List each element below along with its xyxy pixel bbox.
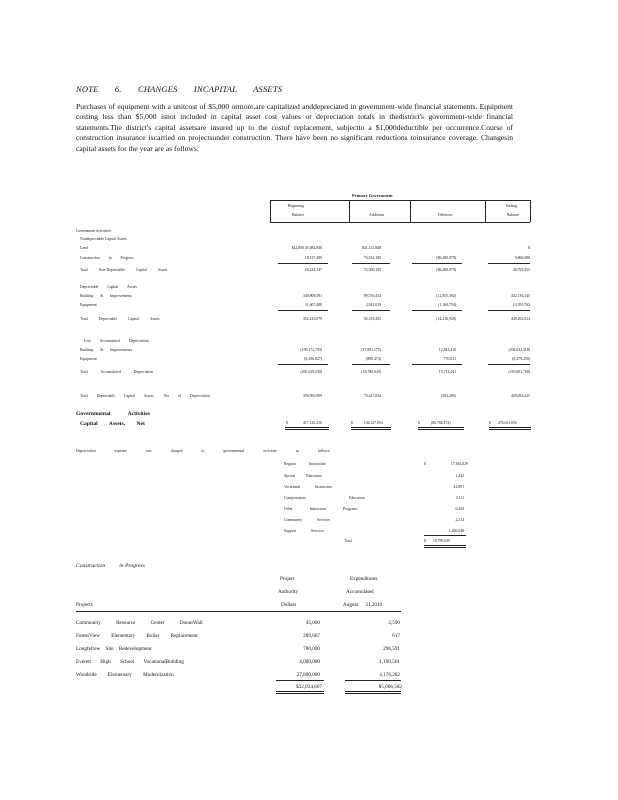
note-title: NOTE 6. CHANGES INCAPITAL ASSETS bbox=[76, 84, 283, 94]
dep-item-2-label: Vocational Instruction bbox=[284, 485, 332, 489]
row-tot-nondep-add: 72,300,185 bbox=[363, 268, 381, 272]
row-bldg-add: 89,376,454 bbox=[363, 294, 381, 298]
row-tot-dep-add: 92,318,483 bbox=[363, 317, 381, 321]
dep-item-1-value: 1,442 bbox=[455, 474, 464, 478]
cip-row-1-name: ForestView Elementary Boiler Replacement bbox=[76, 633, 198, 639]
cip-row-3-auth: 4,000,000 bbox=[299, 659, 320, 665]
row-tot-ad-del: 13,713,441 bbox=[438, 370, 456, 374]
row-tot-ad-begin: (205,529,530) bbox=[300, 370, 322, 374]
cip-title bbox=[76, 563, 145, 569]
row-equip-add: 2,942,029 bbox=[365, 303, 381, 307]
col-additions: Additions bbox=[369, 213, 384, 217]
dep-item-5-value: 2,214 bbox=[455, 518, 464, 522]
row-tot-dep-net-del: (503,285) bbox=[441, 394, 456, 398]
row-tot-ad-end: (210,601,769) bbox=[508, 370, 530, 374]
cip-row-0-auth: 45,000 bbox=[305, 620, 320, 626]
dep-item-4-value: 6,304 bbox=[455, 507, 464, 511]
row-equip-begin: 11,607,488 bbox=[305, 303, 322, 307]
row-tot-dep-begin: 352,416,079 bbox=[303, 317, 322, 321]
dep-item-3-label: Compensatory Education bbox=[284, 496, 365, 500]
cip-col2-h1: Expenditures bbox=[350, 576, 378, 582]
cip-row-0-exp: 2,590 bbox=[388, 620, 400, 626]
row-tot-dep-del: (14,216,926) bbox=[436, 317, 456, 321]
dep-item-2-value: 42,891 bbox=[453, 485, 464, 489]
row-tot-dep-end: 449,492,024 bbox=[511, 317, 530, 321]
cip-projects-label: Projects bbox=[76, 602, 93, 608]
row-cip-begin: 18,137,499 bbox=[304, 256, 322, 260]
row-bldg-ad-add: (17,891,175) bbox=[361, 348, 381, 352]
col-ending-1: Ending bbox=[506, 204, 517, 208]
row-cip-add: 73,512,185 bbox=[363, 256, 381, 260]
dep-total-label: Total bbox=[344, 539, 352, 543]
cip-col1-h3: Dollars bbox=[281, 602, 297, 608]
cip-col2-h2: Accumulated bbox=[346, 589, 374, 595]
row-tot-dep-net-end: 429,833,225 bbox=[511, 394, 530, 398]
gov-activities-label: Government Activities: bbox=[76, 229, 112, 233]
row-bldg-begin: 340,808,591 bbox=[303, 294, 322, 298]
net-add: $ 146,327,904 bbox=[351, 421, 383, 425]
col-beginning-1: Beginning bbox=[288, 204, 304, 208]
cip-row-2-name: Longfellow Site Redevelopment bbox=[76, 646, 152, 652]
cip-row-1-auth: 209,667 bbox=[303, 633, 320, 639]
primary-government-header: Primary Government bbox=[352, 193, 393, 198]
row-cip-end: 5,866,580 bbox=[514, 256, 530, 260]
row-tot-dep-net-add: 73,427,834 bbox=[363, 394, 381, 398]
row-land-add: $41,131,848 bbox=[362, 246, 381, 250]
row-cip-del: (86,280,879) bbox=[436, 256, 456, 260]
row-tot-nondep-label: Total Non-Depreciable Capital Assets bbox=[80, 268, 168, 272]
cip-row-4-name: Woodside Elementary Modernization bbox=[76, 672, 174, 678]
less-accum-label: Less Accumulated Depreciation bbox=[84, 339, 149, 343]
col-ending-2: Balance bbox=[507, 213, 520, 217]
row-tot-dep-net-begin: 356,965,909 bbox=[303, 394, 322, 398]
cip-row-2-exp: 296,591 bbox=[383, 646, 400, 652]
row-tot-ad-label: Total Accumulated Depreciation bbox=[80, 370, 154, 374]
cip-row-3-name: Everett High School VocationalBuilding bbox=[76, 659, 184, 665]
dep-item-4-label: Other Instruction Programs bbox=[284, 507, 358, 511]
row-equip-ad-label: Equipment bbox=[80, 357, 97, 361]
row-equip-ad-add: (888,474) bbox=[366, 357, 381, 361]
row-tot-nondep-begin: 60,224,347 bbox=[304, 268, 322, 272]
col-beginning-2: Balance bbox=[292, 213, 305, 217]
row-bldg-label: Building & Improvements bbox=[80, 294, 133, 298]
cip-row-3-exp: 1,190,501 bbox=[379, 659, 400, 665]
row-tot-dep-net-label: Total Depreciable Capital Assets, Net of Depreciation bbox=[80, 394, 210, 398]
row-bldg-ad-del: 12,843,410 bbox=[438, 348, 456, 352]
nondepreciable-label: Nondepreciable Capital Assets bbox=[80, 237, 127, 241]
row-cip-label: Construction in Progress bbox=[80, 256, 134, 260]
net-label-1: Governmental Activities bbox=[76, 411, 150, 417]
dep-total-value: $ 18,780,649 bbox=[424, 539, 450, 543]
row-land-begin: $42,000 41,084,848 bbox=[291, 246, 322, 250]
row-bldg-del: (12,855,392) bbox=[436, 294, 456, 298]
row-equip-ad-begin: (6,356,827) bbox=[304, 357, 322, 361]
row-tot-dep-label: Total Depreciable Capital Assets bbox=[80, 317, 160, 321]
cip-title-2: in Progress bbox=[119, 563, 145, 569]
row-tot-nondep-end: 46,795,455 bbox=[512, 268, 530, 272]
row-equip-ad-del: 770,031 bbox=[443, 357, 456, 361]
row-equip-label: Equipment bbox=[80, 303, 97, 307]
cip-col1-h1: Project bbox=[280, 576, 295, 582]
row-equip-end: 13,391,763 bbox=[512, 303, 530, 307]
cip-title-1: Construction bbox=[76, 563, 106, 569]
cip-row-4-exp: 4,176,282 bbox=[379, 672, 400, 678]
intro-paragraph: Purchases of equipment with a unitcost of $5,000 ormore,are capitalized anddepreciated in government-wide financial statements. Equipment costing less than $5,000 isnot included in capital asset cost values or depreciation totals in thedistrict's government-wide financial statements.The district's capital assetsare insured up to the costof replacement, subjectto a $1,000deductible per occurrence.Course of construction insurance iscarried on projectsunder construction. There have been no significant reductions toinsurance coverage. Changesin capital assets for the year are as follows: bbox=[76, 102, 513, 153]
dep-item-0-value: $ 17,464,829 bbox=[424, 462, 468, 466]
net-del: $ (86,784,474) bbox=[418, 421, 451, 425]
row-bldg-ad-end: (204,032,318) bbox=[508, 348, 530, 352]
row-equip-ad-end: (6,379,250) bbox=[512, 357, 530, 361]
row-tot-nondep-del: (86,280,879) bbox=[436, 268, 456, 272]
dep-item-0-label: Regular Instruction bbox=[284, 462, 326, 466]
depreciation-intro: Depreciation expense was charged to governmental activities as follows: bbox=[76, 449, 331, 453]
cip-row-0-name: Community Resource Center DonorWall bbox=[76, 620, 203, 626]
cip-row-1-exp: 617 bbox=[392, 633, 400, 639]
dep-item-3-value: 3,111 bbox=[455, 496, 464, 500]
cip-total-exp: $5,666,582 bbox=[378, 684, 402, 690]
dep-item-6-value: 1,260,048 bbox=[448, 529, 464, 533]
net-label-2: Capital Assets, Net bbox=[80, 421, 145, 427]
dep-item-5-label: Community Services bbox=[284, 518, 330, 522]
row-bldg-ad-begin: (199,172,703) bbox=[300, 348, 322, 352]
row-tot-ad-add: (18,780,649) bbox=[361, 370, 381, 374]
row-land-end: $ bbox=[528, 246, 530, 250]
net-begin: $ 417,120,236 bbox=[286, 421, 322, 425]
cip-col2-h3: August 31,2019 bbox=[343, 602, 383, 608]
row-bldg-end: 432,136,345 bbox=[511, 294, 530, 298]
cip-col1-h2: Authority bbox=[278, 589, 299, 595]
net-end: $ 476,631,656 bbox=[489, 421, 517, 425]
row-land-label: Land bbox=[80, 246, 88, 250]
row-bldg-ad-label: Building & Improvements bbox=[80, 348, 133, 352]
dep-item-1-label: Special Education bbox=[284, 474, 322, 478]
dep-item-6-label: Support Services bbox=[284, 529, 324, 533]
cip-row-2-auth: 780,000 bbox=[303, 646, 320, 652]
depreciable-label: Depreciable Capital Assets bbox=[80, 285, 137, 289]
cip-total-auth: $32,834,667 bbox=[296, 684, 322, 690]
col-deletions: Deletions bbox=[438, 213, 453, 217]
row-equip-del: (1,160,754) bbox=[438, 303, 456, 307]
cip-row-4-auth: 27,800,000 bbox=[296, 672, 320, 678]
